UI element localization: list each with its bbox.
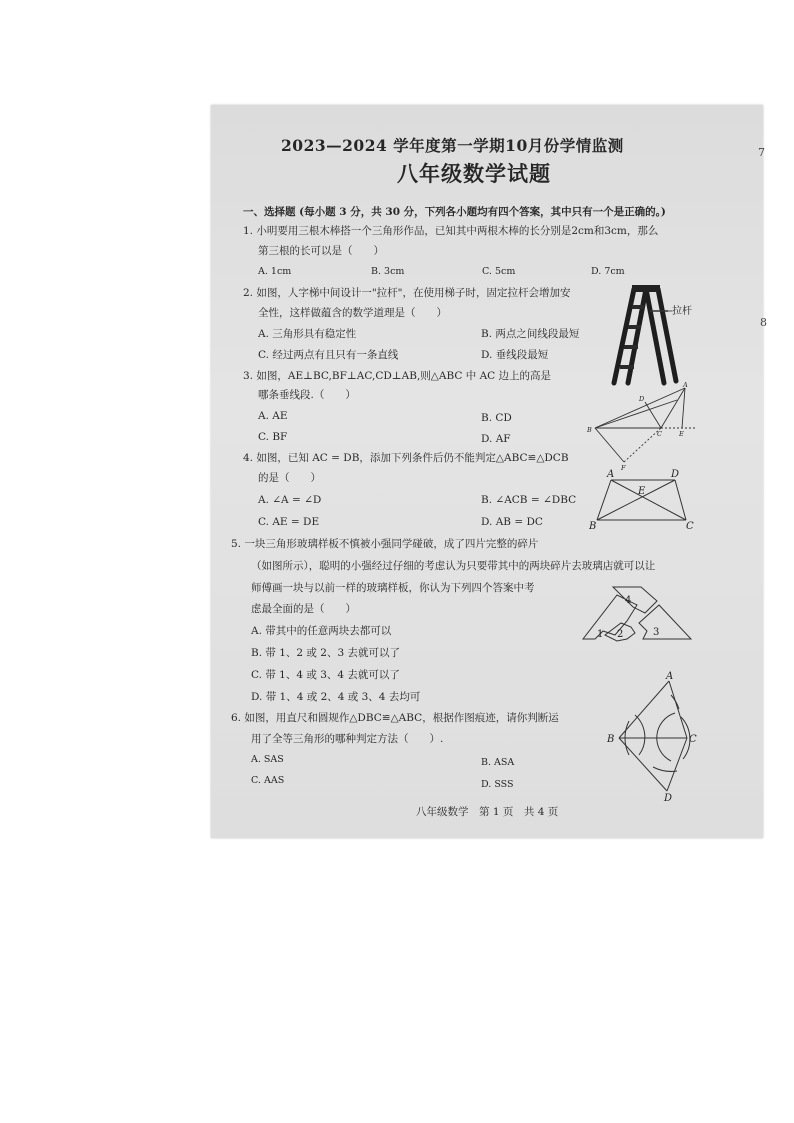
edge-mark-middle: 8: [760, 316, 767, 329]
q5-piece-4: 4: [625, 595, 632, 606]
exam-sheet: [211, 105, 763, 838]
q5-piece-3: 3: [653, 627, 660, 638]
q2-stem-line2: 全性，这样做蕴含的数学道理是（ ）: [258, 307, 447, 319]
q3-stem-line1: 3. 如图，AE⊥BC,BF⊥AC,CD⊥AB,则△ABC 中 AC 边上的高是: [243, 370, 552, 382]
edge-mark-top: 7: [758, 146, 765, 159]
q4-stem-line1: 4. 如图，已知 AC = DB，添加下列条件后仍不能判定△ABC≌△DCB: [243, 452, 569, 464]
q3-point-e: E: [679, 430, 684, 438]
q3-triangle-figure: [583, 380, 729, 470]
section-heading: 一、选择题 (每小题 3 分，共 30 分，下列各小题均有四个答案，其中只有一个是正确的。): [243, 206, 666, 218]
q2-stem-line1: 2. 如图，人字梯中间设计一"拉杆"，在使用梯子时，固定拉杆会增加安: [243, 287, 571, 299]
q2-option-d: D. 垂线段最短: [481, 349, 549, 361]
q1-option-d: D. 7cm: [591, 266, 625, 277]
q3-option-d: D. AF: [481, 433, 511, 445]
ladder-figure: [606, 283, 706, 393]
exam-title: 2023—2024 学年度第一学期10月份学情监测: [281, 136, 624, 155]
q6-point-b: B: [607, 734, 615, 745]
q3-stem-line2: 哪条垂线段.（ ）: [258, 389, 356, 401]
q5-piece-1: 1: [597, 629, 604, 640]
q5-glass-figure: [575, 583, 695, 645]
ladder-label: 拉杆: [672, 306, 692, 317]
q6-point-d: D: [664, 793, 673, 804]
q1-stem-line2: 第三根的长可以是（ ）: [258, 245, 384, 257]
q1-option-a: A. 1cm: [258, 266, 292, 277]
q5-option-b: B. 带 1、2 或 2、3 去就可以了: [251, 647, 400, 659]
q4-option-a: A. ∠A = ∠D: [258, 494, 322, 506]
q2-option-c: C. 经过两点有且只有一条直线: [258, 349, 399, 361]
q5-option-c: C. 带 1、4 或 3、4 去就可以了: [251, 669, 400, 681]
q5-stem-line1: 5. 一块三角形玻璃样板不慎被小强同学碰破，成了四片完整的碎片: [231, 538, 539, 550]
q3-option-a: A. AE: [258, 410, 288, 422]
q4-option-c: C. AE = DE: [258, 516, 320, 528]
q6-option-c: C. AAS: [251, 775, 285, 786]
q3-option-c: C. BF: [258, 431, 288, 443]
page-footer: 八年级数学 第 1 页 共 4 页: [416, 806, 559, 818]
q1-option-b: B. 3cm: [371, 266, 405, 277]
q3-point-a: A: [683, 381, 688, 389]
q4-stem-line2: 的是（ ）: [258, 472, 321, 484]
q6-stem-line1: 6. 如图，用直尺和圆规作△DBC≌△ABC，根据作图痕迹，请你判断运: [231, 712, 559, 724]
q4-point-c: C: [686, 521, 694, 532]
q6-point-c: C: [689, 734, 697, 745]
q3-point-d: D: [639, 395, 645, 403]
q6-stem-line2: 用了全等三角形的哪种判定方法（ ）.: [251, 733, 444, 745]
q6-point-a: A: [666, 671, 674, 682]
q5-stem-line4: 虑最全面的是（ ）: [251, 603, 356, 615]
q4-point-b: B: [589, 521, 597, 532]
q1-option-c: C. 5cm: [482, 266, 516, 277]
q5-piece-2: 2: [617, 629, 624, 640]
q6-option-b: B. ASA: [481, 757, 515, 768]
exam-subject: 八年级数学试题: [397, 161, 551, 186]
q2-option-b: B. 两点之间线段最短: [481, 328, 580, 340]
q4-option-b: B. ∠ACB = ∠DBC: [481, 494, 577, 506]
q6-option-d: D. SSS: [481, 779, 514, 790]
q5-stem-line2: （如图所示），聪明的小强经过仔细的考虑认为只要带其中的两块碎片去玻璃店就可以让: [251, 560, 656, 572]
q6-option-a: A. SAS: [251, 754, 284, 765]
q6-construction-figure: [599, 673, 703, 803]
q3-option-b: B. CD: [481, 412, 512, 424]
q3-point-f: F: [621, 464, 626, 472]
q4-option-d: D. AB = DC: [481, 516, 543, 528]
q3-point-b: B: [587, 426, 592, 434]
q5-stem-line3: 师傅画一块与以前一样的玻璃样板，你认为下列四个答案中考: [251, 582, 535, 594]
q5-option-d: D. 带 1、4 或 2、4 或 3、4 去均可: [251, 691, 421, 703]
q1-stem-line1: 1. 小明要用三根木棒搭一个三角形作品，已知其中两根木棒的长分别是2cm和3cm，那么: [243, 225, 659, 237]
q4-point-e: E: [638, 486, 646, 497]
q4-point-a: A: [607, 469, 615, 480]
q3-point-c: C: [657, 430, 662, 438]
q4-point-d: D: [671, 469, 680, 480]
q2-option-a: A. 三角形具有稳定性: [258, 328, 357, 340]
q4-quadrilateral-figure: [589, 465, 699, 535]
q5-option-a: A. 带其中的任意两块去都可以: [251, 625, 392, 637]
